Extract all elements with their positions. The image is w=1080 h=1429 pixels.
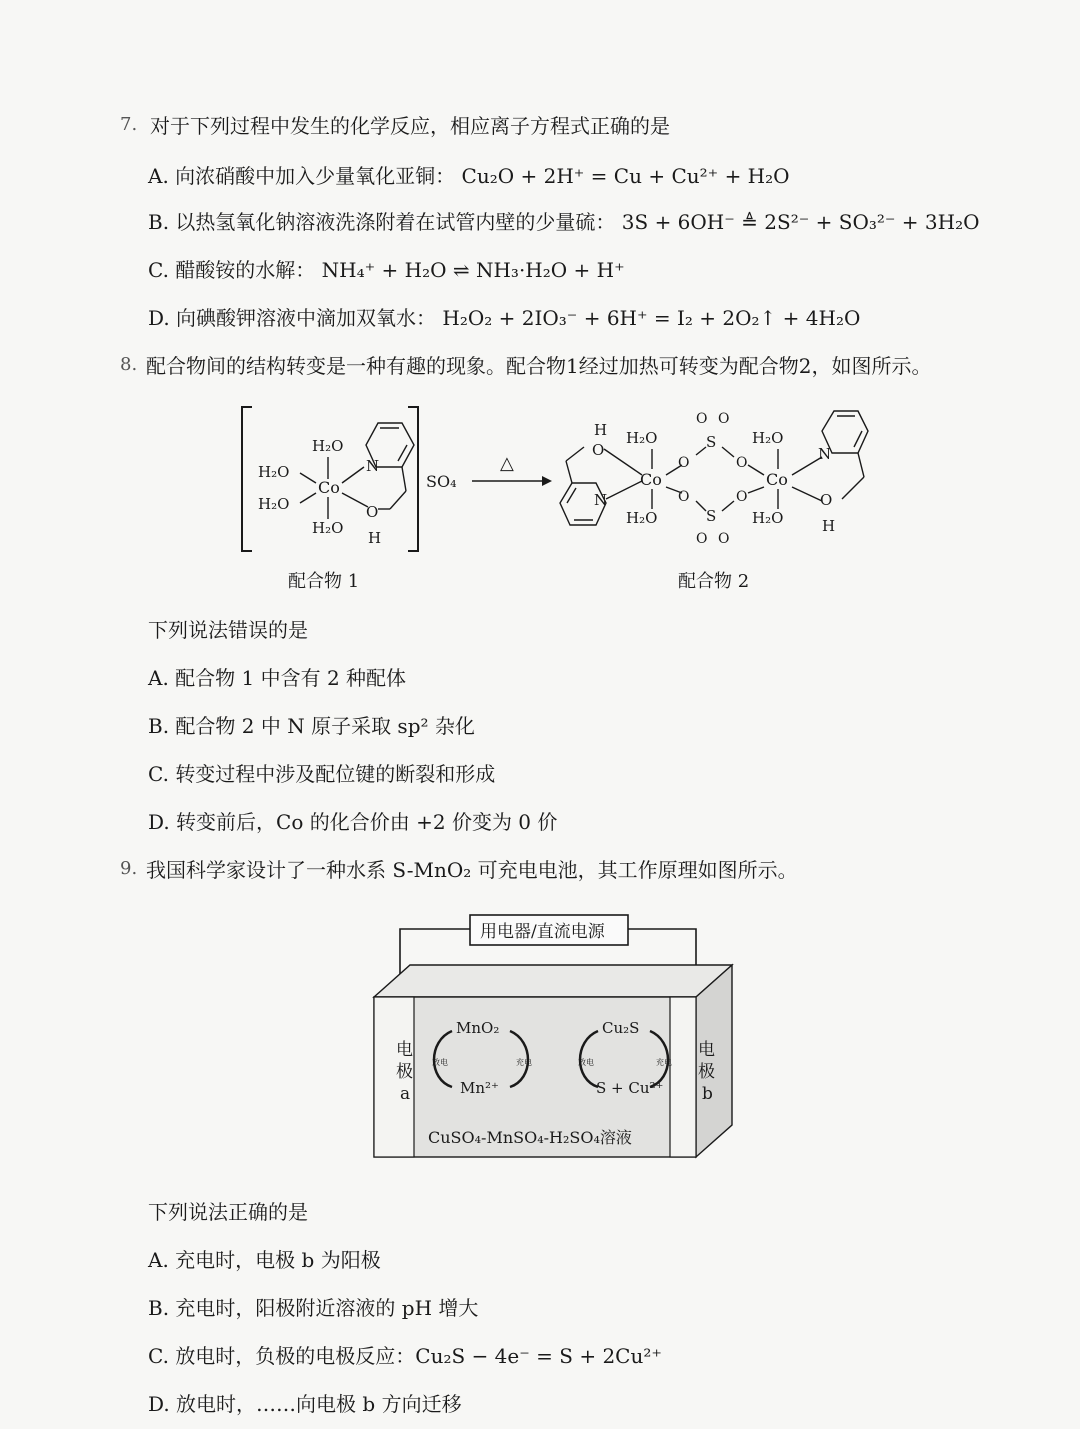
- h2o-right-down: H₂O: [752, 509, 784, 527]
- option-text: 配合物 2 中 N 原子采取 sp² 杂化: [175, 714, 475, 738]
- option-equation: H₂O₂ + 2IO₃⁻ + 6H⁺ = I₂ + 2O₂↑ + 4H₂O: [442, 306, 861, 330]
- question-8-number: 8.: [120, 354, 138, 375]
- o-atom-right: O: [820, 491, 833, 509]
- co-atom: Co: [318, 478, 340, 497]
- option-letter: A.: [148, 164, 169, 188]
- option-equation: Cu₂O + 2H⁺ = Cu + Cu²⁺ + H₂O: [461, 164, 790, 188]
- o-bottom-2: O: [718, 531, 730, 547]
- right-bracket: [408, 407, 418, 551]
- h2o-left-bottom: H₂O: [258, 495, 290, 513]
- option-equation: NH₄⁺ + H₂O ⇌ NH₃·H₂O + H⁺: [321, 258, 625, 282]
- o-atom-left: O: [592, 441, 605, 459]
- option-letter: C.: [148, 762, 169, 786]
- h2o-right-up: H₂O: [752, 429, 784, 447]
- electrode-b: [670, 997, 696, 1157]
- s-atom-top: S: [706, 433, 717, 451]
- q7-option-c: [148, 256, 625, 284]
- electrode-a-char1: 电: [396, 1040, 413, 1060]
- electrode-b-char1: 电: [698, 1040, 715, 1060]
- question-7-stem: 对于下列过程中发生的化学反应，相应离子方程式正确的是: [150, 114, 670, 138]
- option-text: 醋酸铵的水解：: [175, 258, 316, 282]
- q8-option-d: [148, 808, 557, 836]
- option-text: 转变前后，Co 的化合价由 +2 价变为 0 价: [176, 810, 558, 834]
- complex-1-label: 配合物 1: [288, 571, 360, 592]
- q7-option-a: [148, 162, 790, 190]
- electrolyte-label: CuSO₄-MnSO₄-H₂SO₄溶液: [428, 1128, 632, 1147]
- question-9-number: 9.: [120, 858, 138, 879]
- right-small-label-2: 充电: [656, 1058, 672, 1067]
- h-atom-left: H: [594, 421, 608, 439]
- q9-option-d: [148, 1390, 462, 1418]
- h2o-top: H₂O: [312, 437, 344, 455]
- o-bridge-1: O: [678, 455, 690, 471]
- o-bottom-1: O: [696, 531, 708, 547]
- electrode-a-char2: 极: [396, 1062, 413, 1082]
- option-text: 放电时，负极的电极反应：Cu₂S − 4e⁻ = S + 2Cu²⁺: [175, 1344, 662, 1368]
- complex-transformation-figure: [230, 395, 890, 595]
- option-letter: C.: [148, 1344, 169, 1368]
- option-letter: B.: [148, 210, 170, 234]
- q8-option-c: [148, 760, 495, 788]
- s-cu-label: S + Cu²⁺: [596, 1079, 664, 1097]
- option-letter: C.: [148, 258, 169, 282]
- heat-symbol: △: [500, 453, 514, 474]
- option-letter: D.: [148, 306, 170, 330]
- n-atom-left: N: [594, 491, 608, 509]
- battery-diagram: [370, 905, 740, 1165]
- option-equation: 3S + 6OH⁻ ≜ 2S²⁻ + SO₃²⁻ + 3H₂O: [621, 210, 980, 234]
- co-atom-right: Co: [766, 470, 788, 489]
- o-bridge-4: O: [736, 489, 748, 505]
- h2o-bottom: H₂O: [312, 519, 344, 537]
- device-label: 用电器/直流电源: [480, 922, 605, 942]
- q9-option-b: [148, 1294, 478, 1322]
- option-letter: B.: [148, 1296, 170, 1320]
- o-top-1: O: [696, 411, 708, 427]
- cu2s-label: Cu₂S: [602, 1019, 640, 1037]
- left-small-label-1: 放电: [432, 1058, 448, 1067]
- option-text: 配合物 1 中含有 2 种配体: [175, 666, 407, 690]
- n-atom-right: N: [818, 445, 832, 463]
- electrode-b-char2: 极: [698, 1062, 715, 1082]
- h2o-left-down: H₂O: [626, 509, 658, 527]
- h-atom-right: H: [822, 517, 836, 535]
- cell-side: [696, 965, 732, 1157]
- q9-option-a: [148, 1246, 381, 1274]
- s-atom-bottom: S: [706, 507, 717, 525]
- o-atom: O: [366, 503, 379, 521]
- mn2-label: Mn²⁺: [460, 1079, 499, 1097]
- right-small-label-1: 放电: [578, 1058, 594, 1067]
- n-atom: N: [366, 457, 380, 475]
- option-text: 以热氢氧化钠溶液洗涤附着在试管内壁的少量硫：: [175, 210, 616, 234]
- electrode-b-char3: b: [702, 1084, 713, 1104]
- mno2-label: MnO₂: [456, 1019, 500, 1037]
- option-letter: D.: [148, 1392, 170, 1416]
- option-text: 放电时，……向电极 b 方向迁移: [176, 1392, 462, 1416]
- question-8-stem: 配合物间的结构转变是一种有趣的现象。配合物1经过加热可转变为配合物2，如图所示。: [146, 354, 932, 378]
- option-letter: D.: [148, 810, 170, 834]
- q8-option-b: [148, 712, 475, 740]
- left-small-label-2: 充电: [516, 1058, 532, 1067]
- option-letter: B.: [148, 714, 170, 738]
- option-text: 充电时，阳极附近溶液的 pH 增大: [175, 1296, 479, 1320]
- question-7-number: 7.: [120, 114, 138, 135]
- question-9-stem: 我国科学家设计了一种水系 S-MnO₂ 可充电电池，其工作原理如图所示。: [146, 858, 798, 882]
- option-text: 向浓硝酸中加入少量氧化亚铜：: [175, 164, 456, 188]
- option-letter: A.: [148, 1248, 169, 1272]
- q7-option-b: [148, 208, 980, 236]
- q9-option-c: [148, 1342, 662, 1370]
- question-8-prompt: 下列说法错误的是: [148, 618, 308, 642]
- option-letter: A.: [148, 666, 169, 690]
- option-text: 充电时，电极 b 为阳极: [175, 1248, 381, 1272]
- q8-option-a: [148, 664, 406, 692]
- question-9-prompt: 下列说法正确的是: [148, 1200, 308, 1224]
- o-bridge-2: O: [678, 489, 690, 505]
- arrow-head: [542, 476, 552, 486]
- o-bridge-3: O: [736, 455, 748, 471]
- cell-top: [374, 965, 732, 997]
- q7-option-d: [148, 304, 860, 332]
- co-atom-left: Co: [640, 470, 662, 489]
- h-atom: H: [368, 529, 382, 547]
- sulfate-label: SO₄: [426, 472, 457, 491]
- o-top-2: O: [718, 411, 730, 427]
- left-bracket: [242, 407, 252, 551]
- option-text: 向碘酸钾溶液中滴加双氧水：: [176, 306, 437, 330]
- h2o-left-top: H₂O: [258, 463, 290, 481]
- h2o-left-up: H₂O: [626, 429, 658, 447]
- complex-2-label: 配合物 2: [678, 571, 750, 592]
- electrode-a-char3: a: [400, 1084, 411, 1104]
- option-text: 转变过程中涉及配位键的断裂和形成: [175, 762, 496, 786]
